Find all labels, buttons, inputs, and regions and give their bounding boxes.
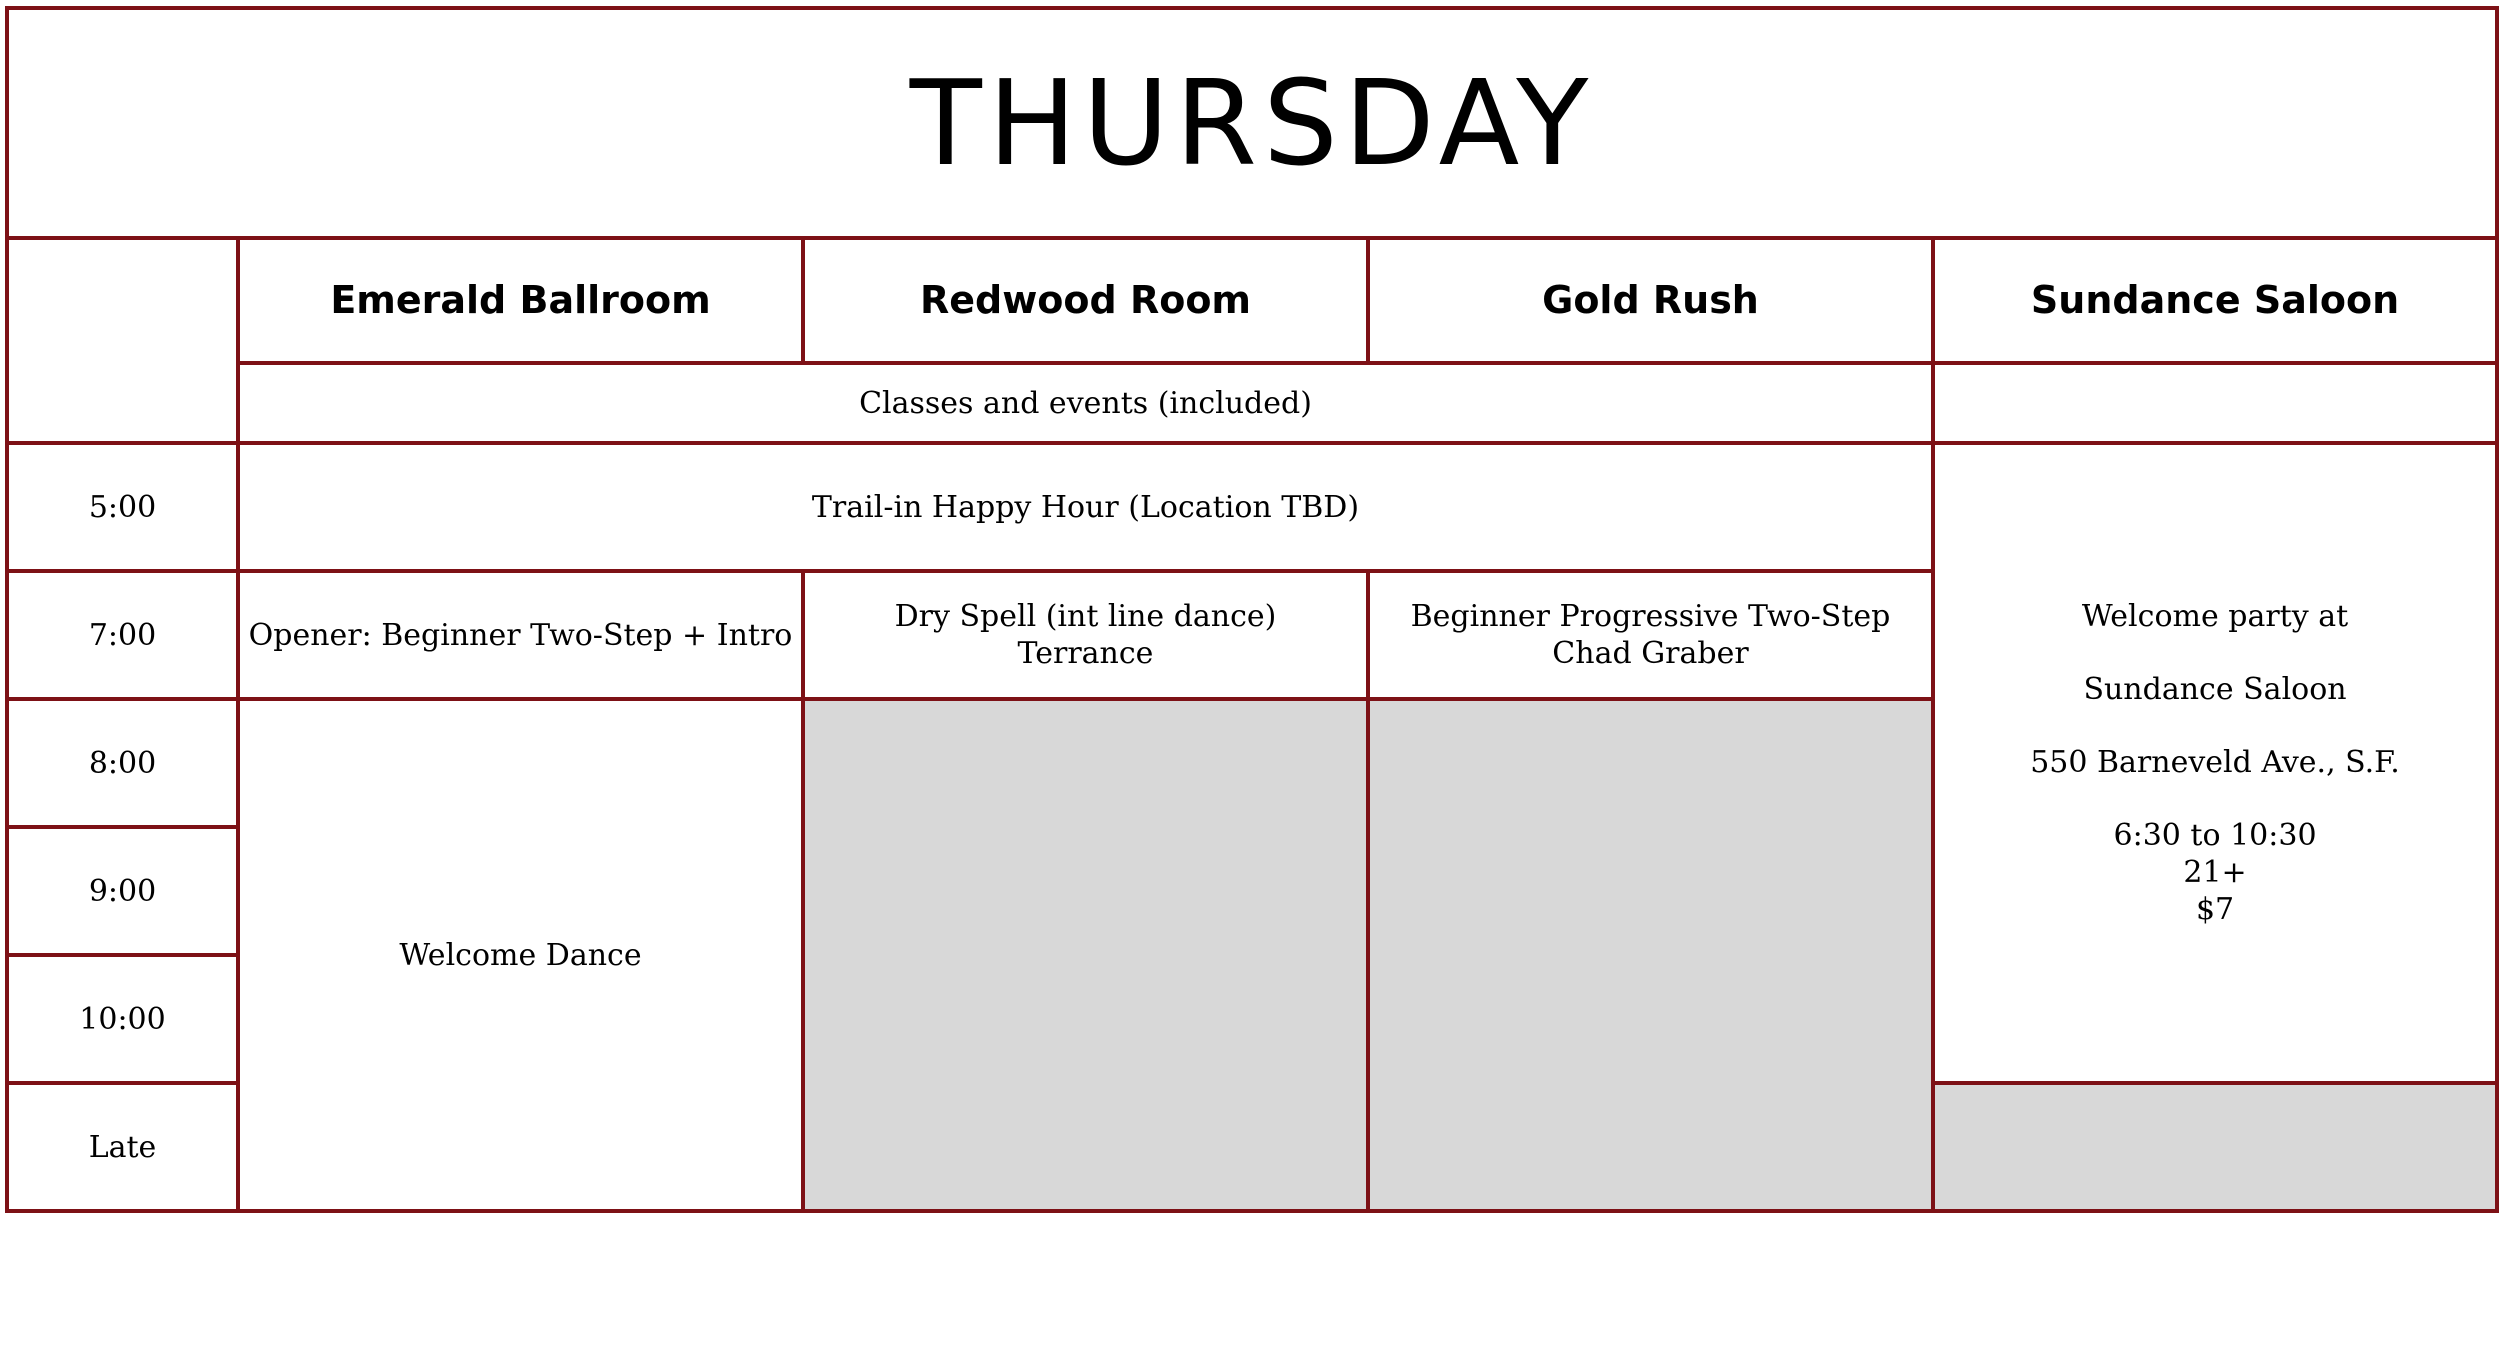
event-happy-hour: Trail-in Happy Hour (Location TBD) bbox=[238, 443, 1933, 571]
welcome-party-price: $7 bbox=[2195, 892, 2235, 927]
page-title: THURSDAY bbox=[7, 8, 2497, 238]
time-label-5: 5:00 bbox=[7, 443, 238, 571]
redwood-unavailable-block bbox=[803, 699, 1368, 1211]
goldrush-unavailable-block bbox=[1368, 699, 1933, 1211]
sundance-late-unavailable bbox=[1933, 1083, 2497, 1211]
event-welcome-dance: Welcome Dance bbox=[238, 699, 803, 1211]
event-opener: Opener: Beginner Two-Step + Intro bbox=[238, 571, 803, 699]
event-dry-spell bbox=[803, 571, 1368, 699]
welcome-party-line1: Welcome party at bbox=[2081, 599, 2349, 634]
room-header-sundance-saloon: Sundance Saloon bbox=[1933, 238, 2497, 363]
time-label-8: 8:00 bbox=[7, 699, 238, 827]
welcome-party-hours: 6:30 to 10:30 bbox=[2113, 818, 2317, 853]
dry-spell-instructor: Terrance bbox=[1017, 636, 1154, 671]
welcome-party-line2: Sundance Saloon bbox=[2083, 672, 2347, 707]
welcome-party-address: 550 Barneveld Ave., S.F. bbox=[2030, 745, 2400, 780]
schedule-table bbox=[5, 6, 2499, 1213]
time-label-9: 9:00 bbox=[7, 827, 238, 955]
sundance-subheader-empty bbox=[1933, 363, 2497, 443]
room-header-redwood-room: Redwood Room bbox=[803, 238, 1368, 363]
included-subheader: Classes and events (included) bbox=[238, 363, 1933, 443]
room-header-emerald-ballroom: Emerald Ballroom bbox=[238, 238, 803, 363]
welcome-party-age: 21+ bbox=[2183, 855, 2247, 890]
event-welcome-party bbox=[1933, 443, 2497, 1083]
corner-cell bbox=[7, 238, 238, 443]
event-progressive-two-step bbox=[1368, 571, 1933, 699]
dry-spell-title: Dry Spell (int line dance) bbox=[894, 599, 1277, 634]
schedule-sheet bbox=[5, 6, 2495, 1209]
time-label-7: 7:00 bbox=[7, 571, 238, 699]
progressive-instructor: Chad Graber bbox=[1552, 636, 1749, 671]
room-header-gold-rush: Gold Rush bbox=[1368, 238, 1933, 363]
time-label-10: 10:00 bbox=[7, 955, 238, 1083]
time-label-late: Late bbox=[7, 1083, 238, 1211]
progressive-title: Beginner Progressive Two-Step bbox=[1410, 599, 1891, 634]
